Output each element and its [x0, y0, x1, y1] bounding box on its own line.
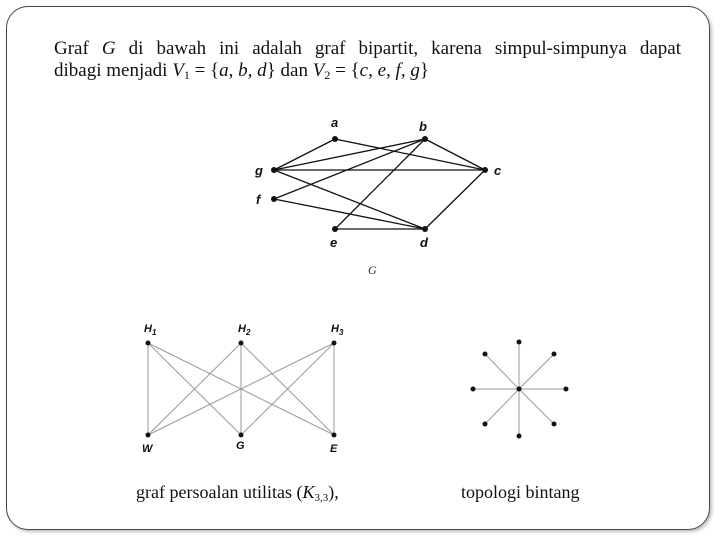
- utility-graph-caption: [136, 482, 339, 503]
- label-w: W: [142, 443, 153, 455]
- bipartite-graph-g: [274, 139, 485, 229]
- v2-equals: = {: [330, 60, 360, 81]
- vertex-label-b: b: [419, 119, 427, 134]
- vertex-f: [271, 196, 277, 202]
- label-h1: $H_1$: [144, 323, 157, 337]
- utility-graph: [148, 343, 334, 435]
- vertex-e: [332, 226, 338, 232]
- edge-g-d: [274, 170, 425, 229]
- star-leaf-n: [517, 340, 522, 345]
- edge-g-b: [274, 139, 425, 170]
- edge-g-a: [274, 139, 335, 170]
- vertex-label-e: e: [330, 235, 338, 250]
- edge-b-c: [425, 139, 485, 170]
- v2-symbol: V: [312, 60, 325, 81]
- vertex-a: [332, 136, 338, 142]
- vertex-label-a: a: [331, 115, 339, 130]
- vertex-g-utility: [239, 433, 244, 438]
- vertex-label-d: d: [420, 235, 428, 250]
- star-edge-se: [519, 389, 554, 424]
- vertex-label-g: g: [255, 163, 263, 178]
- vertex-h3: [332, 341, 337, 346]
- star-edge-sw: [485, 389, 519, 424]
- star-leaf-sw: [483, 422, 488, 427]
- caption-subscript: 3,3: [314, 492, 329, 504]
- edge-e-b: [335, 139, 425, 229]
- v2-subscript: 2: [324, 68, 331, 82]
- graph-g-caption: G: [368, 263, 377, 277]
- star-leaf-ne: [552, 352, 557, 357]
- edge-d-c: [425, 170, 485, 229]
- star-center: [517, 387, 522, 392]
- star-leaf-nw: [483, 352, 488, 357]
- vertex-g: [271, 167, 277, 173]
- v1-set: a, b, d: [219, 60, 267, 81]
- label-e-utility: E: [330, 443, 338, 455]
- edge-f-b: [274, 139, 425, 199]
- star-edge-nw: [485, 354, 519, 389]
- v1-equals: = {: [189, 60, 220, 81]
- caption-prefix: graf persoalan utilitas (: [136, 482, 303, 502]
- text-prefix: dibagi menjadi: [54, 60, 173, 81]
- graph-name: G: [101, 38, 116, 59]
- text-prefix: Graf: [54, 38, 102, 59]
- v1-subscript: 1: [183, 68, 190, 82]
- caption-suffix: ),: [328, 482, 339, 502]
- vertex-h1: [146, 341, 151, 346]
- caption-symbol: K: [302, 482, 315, 502]
- label-h2: $H_2$: [238, 323, 251, 337]
- star-edge-ne: [519, 354, 554, 389]
- star-leaf-w: [471, 387, 476, 392]
- star-leaf-s: [517, 434, 522, 439]
- v2-close: }: [419, 60, 429, 81]
- v1-close: } dan: [266, 60, 313, 81]
- star-leaf-e: [564, 387, 569, 392]
- vertex-d: [422, 226, 428, 232]
- label-h3: $H_3$: [331, 323, 344, 337]
- star-topology-caption: topologi bintang: [461, 482, 580, 502]
- vertex-label-f: f: [256, 192, 261, 207]
- label-g-utility: G: [236, 440, 245, 452]
- vertex-w: [146, 433, 151, 438]
- text-rest: di bawah ini adalah graf bipartit, karena simpul-simpunya dapat: [115, 38, 682, 59]
- vertex-e-utility: [332, 433, 337, 438]
- v1-symbol: V: [172, 60, 184, 81]
- vertex-h2: [239, 341, 244, 346]
- vertex-label-c: c: [494, 163, 502, 178]
- star-leaf-se: [552, 422, 557, 427]
- vertex-b: [422, 136, 428, 142]
- vertex-c: [482, 167, 488, 173]
- v2-set: c, e, f, g: [359, 60, 420, 81]
